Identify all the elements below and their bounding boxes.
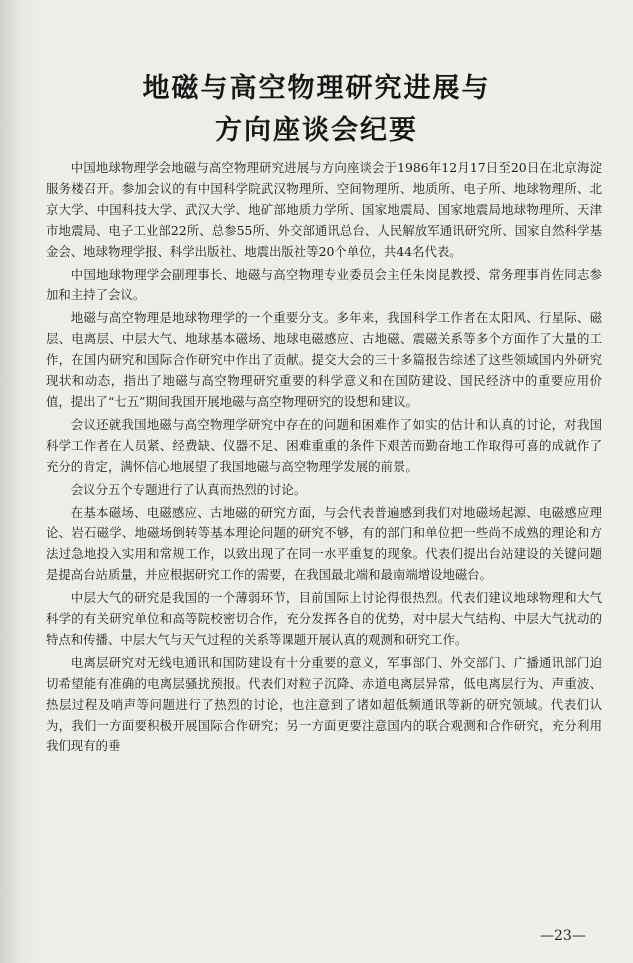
article-body bbox=[46, 158, 602, 759]
paragraph-topics: 会议分五个专题进行了认真而热烈的讨论。 bbox=[70, 481, 307, 497]
paragraph-meeting-info: 中国地球物理学会地磁与高空物理研究进展与方向座谈会于1986年12月17日至20日在北京海淀服务楼召开。参加会议的有中国科学院武汉物理所、空间物理所、地质所、电子所、地球物理所、北京大学、中国科技大学、武汉大学、地矿部地质力学所、国家地震局、国家地震局地球物理所、天津市地震局、电子工业部22所、总参55所、外交部通讯总台、人民解放军通讯研究所、国家自然科学基金会、地球物理学报、科学出版社、地震出版社等20个单位，共44名代表。 bbox=[46, 160, 602, 259]
page-number: —23— bbox=[540, 928, 586, 944]
paragraph-middle-atmosphere: 中层大气的研究是我国的一个薄弱环节，目前国际上讨论得很热烈。代表们建议地球物理和大气科学的有关研究单位和高等院校密切合作，充分发挥各自的优势，对中层大气结构、中层大气扰动的特点和传播、中层大气与天气过程的关系等课题开展认真的观测和研究工作。 bbox=[46, 590, 602, 647]
article-title-line2: 方向座谈会纪要 bbox=[215, 115, 418, 146]
paragraph-geomagnetism: 在基本磁场、电磁感应、古地磁的研究方面，与会代表普遍感到我们对地磁场起源、电磁感应理论、岩石磁学、地磁场倒转等基本理论问题的研究不够，有的部门和单位把一些尚不成熟的理论和方法过急地投入实用和常规工作，以致出现了在同一水平重复的现象。代表们提出台站建设的关键问题是提高台站质量，并应根据研究工作的需要，在我国最北端和最南端增设地磁台。 bbox=[46, 504, 602, 583]
paragraph-overview: 地磁与高空物理是地球物理学的一个重要分支。多年来，我国科学工作者在太阳风、行星际、磁层、电离层、中层大气、地球基本磁场、地球电磁感应、古地磁、震磁关系等多个方面作了大量的工作，在国内研究和国际合作研究中作出了贡献。提交大会的三十多篇报告综述了这些领域国内外研究现状和动态，指出了地磁与高空物理研究重要的科学意义和在国防建设、国民经济中的重要应用价值，提出了“七五”期间我国开展地磁与高空物理研究的设想和建议。 bbox=[46, 310, 602, 409]
article-title-line1: 地磁与高空物理研究进展与 bbox=[142, 73, 491, 104]
paragraph-chairs: 中国地球物理学会副理事长、地磁与高空物理专业委员会主任朱岗昆教授、常务理事肖佐同志参加和主持了会议。 bbox=[46, 266, 602, 303]
paragraph-discussion: 会议还就我国地磁与高空物理学研究中存在的问题和困难作了如实的估计和认真的讨论，对我国科学工作者在人员紧、经费缺、仪器不足、困难重重的条件下艰苦而勤奋地工作取得可喜的成就作了充分的肯定，满怀信心地展望了我国地磁与高空物理学发展的前景。 bbox=[46, 416, 602, 474]
paragraph-ionosphere: 电离层研究对无线电通讯和国防建设有十分重要的意义，军事部门、外交部门、广播通讯部门迫切希望能有准确的电离层骚扰预报。代表们对粒子沉降、赤道电离层异常，低电离层行为、声重波、热层过程及哨声等问题进行了热烈的讨论，也注意到了诸如超低频通讯等新的研究领域。代表们认为，我们一方面要积极开展国际合作研究；另一方面更要注意国内的联合观测和合作研究，充分利用我们现有的垂 bbox=[46, 654, 602, 754]
